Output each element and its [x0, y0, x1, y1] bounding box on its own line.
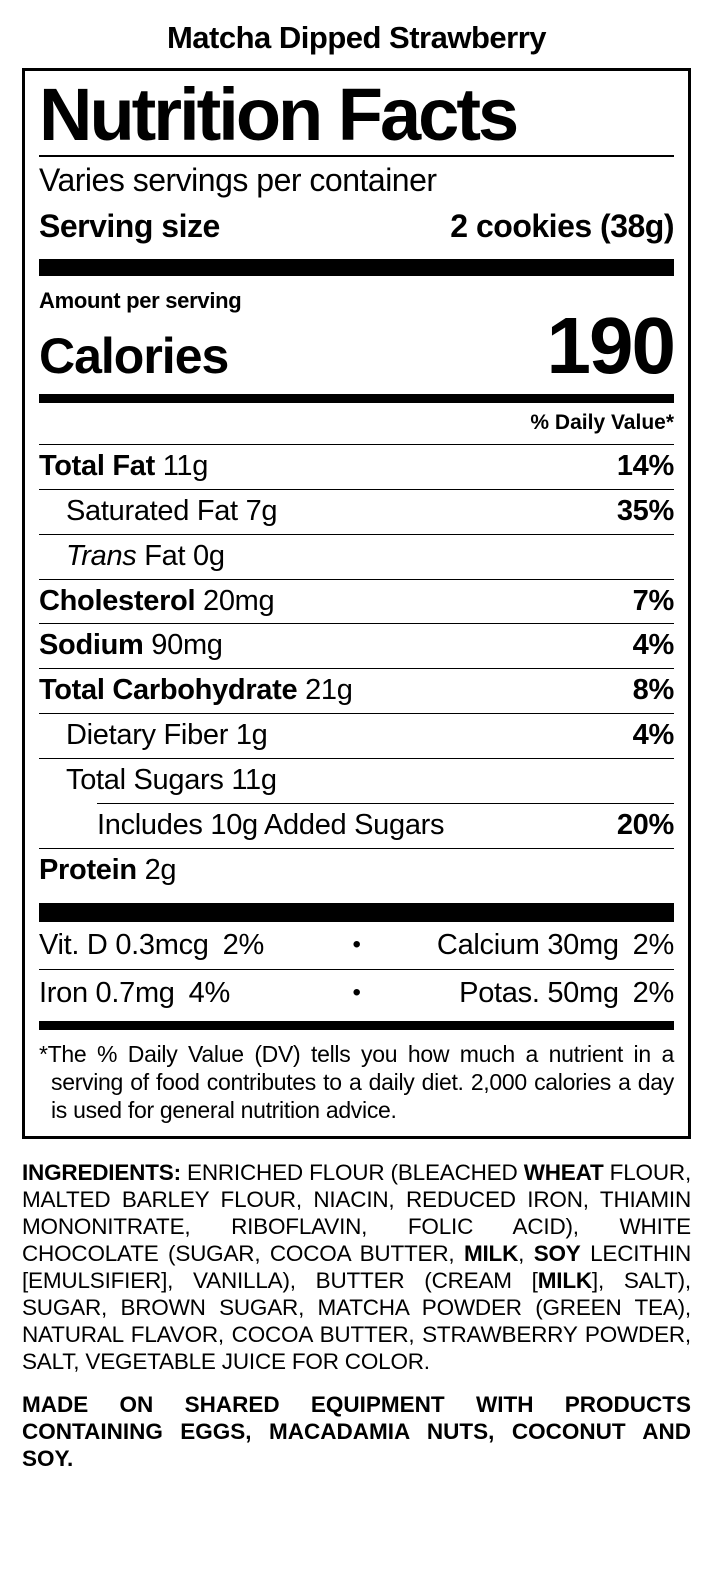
- thick-divider-bar: [39, 903, 674, 922]
- medium-divider-bar: [39, 394, 674, 403]
- daily-value-percent: 8%: [632, 674, 674, 707]
- nutrient-name-amount: Includes 10g Added Sugars: [97, 808, 445, 841]
- bullet-separator-icon: •: [352, 931, 361, 959]
- nutrient-row: [97, 803, 674, 848]
- calories-label: Calories: [39, 327, 229, 384]
- panel-title: Nutrition Facts: [39, 73, 517, 156]
- medium-divider-bar: [39, 1021, 674, 1030]
- micronutrient-right: Calcium 30mg 2%: [436, 928, 674, 961]
- nutrient-row: [39, 848, 674, 893]
- nutrient-name-amount: Saturated Fat 7g: [66, 494, 278, 527]
- nutrient-row: [39, 534, 674, 579]
- serving-size-label: Serving size: [39, 207, 220, 244]
- nutrient-row: [39, 489, 674, 534]
- nutrient-row: [39, 713, 674, 758]
- bullet-separator-icon: •: [352, 979, 361, 1007]
- nutrient-name-amount: Trans Fat 0g: [66, 539, 225, 572]
- nutrient-name-amount: Cholesterol 20mg: [39, 584, 275, 617]
- daily-value-footnote: *The % Daily Value (DV) tells you how much a nutrient in a serving of food contributes to a daily diet. 2,000 calories a day is used for general nutrition advice.: [39, 1040, 674, 1123]
- nutrition-facts-panel: [22, 68, 691, 1139]
- nutrient-row: [39, 758, 674, 803]
- micronutrient-rows: [39, 922, 674, 1017]
- nutrient-name-amount: Protein 2g: [39, 853, 177, 886]
- ingredients-paragraph: INGREDIENTS: ENRICHED FLOUR (BLEACHED WHEAT FLOUR, MALTED BARLEY FLOUR, NIACIN, REDUCED IRON, THIAMIN MONONITRATE, RIBOFLAVIN, FOLIC ACID), WHITE CHOCOLATE (SUGAR, COCOA BUTTER, MILK, SOY LECITHIN [EMULSIFIER], VANILLA), BUTTER (CREAM [MILK], SALT), SUGAR, BROWN SUGAR, MATCHA POWDER (GREEN TEA), NATURAL FLAVOR, COCOA BUTTER, STRAWBERRY POWDER, SALT, VEGETABLE JUICE FOR COLOR.: [22, 1159, 692, 1374]
- servings-per-container: Varies servings per container: [39, 162, 437, 199]
- amount-per-serving-label: Amount per serving: [39, 287, 242, 313]
- daily-value-percent: 20%: [616, 808, 674, 841]
- allergen-statement: MADE ON SHARED EQUIPMENT WITH PRODUCTS CONTAINING EGGS, MACADAMIA NUTS, COCONUT AND SOY.: [22, 1391, 691, 1471]
- nutrient-name-amount: Total Fat 11g: [39, 449, 209, 482]
- daily-value-percent: 14%: [616, 449, 674, 482]
- micronutrient-row: [39, 922, 674, 969]
- nutrient-name-amount: Sodium 90mg: [39, 629, 223, 662]
- nutrient-row: [39, 668, 674, 713]
- calories-value: 190: [546, 300, 674, 390]
- product-title: Matcha Dipped Strawberry: [166, 20, 547, 55]
- micronutrient-row: [39, 969, 674, 1017]
- nutrient-rows: [39, 444, 674, 893]
- nutrient-row: [39, 623, 674, 668]
- serving-size-row: [39, 208, 674, 245]
- nutrient-row: [39, 444, 674, 489]
- daily-value-header: % Daily Value*: [530, 410, 674, 434]
- nutrient-name-amount: Total Sugars 11g: [66, 764, 277, 797]
- nutrition-label-page: [0, 20, 713, 1595]
- micronutrient-left: Iron 0.7mg 4%: [39, 976, 230, 1009]
- micronutrient-right: Potas. 50mg 2%: [459, 976, 674, 1009]
- daily-value-percent: 4%: [632, 719, 674, 752]
- daily-value-percent: 35%: [616, 494, 674, 527]
- daily-value-percent: 4%: [632, 629, 674, 662]
- thick-divider-bar: [39, 259, 674, 276]
- nutrient-row: [39, 579, 674, 624]
- nutrient-name-amount: Total Carbohydrate 21g: [39, 674, 353, 707]
- nutrient-name-amount: Dietary Fiber 1g: [66, 719, 268, 752]
- serving-size-value: 2 cookies (38g): [450, 207, 674, 244]
- daily-value-percent: 7%: [632, 584, 674, 617]
- micronutrient-left: Vit. D 0.3mcg 2%: [39, 928, 264, 961]
